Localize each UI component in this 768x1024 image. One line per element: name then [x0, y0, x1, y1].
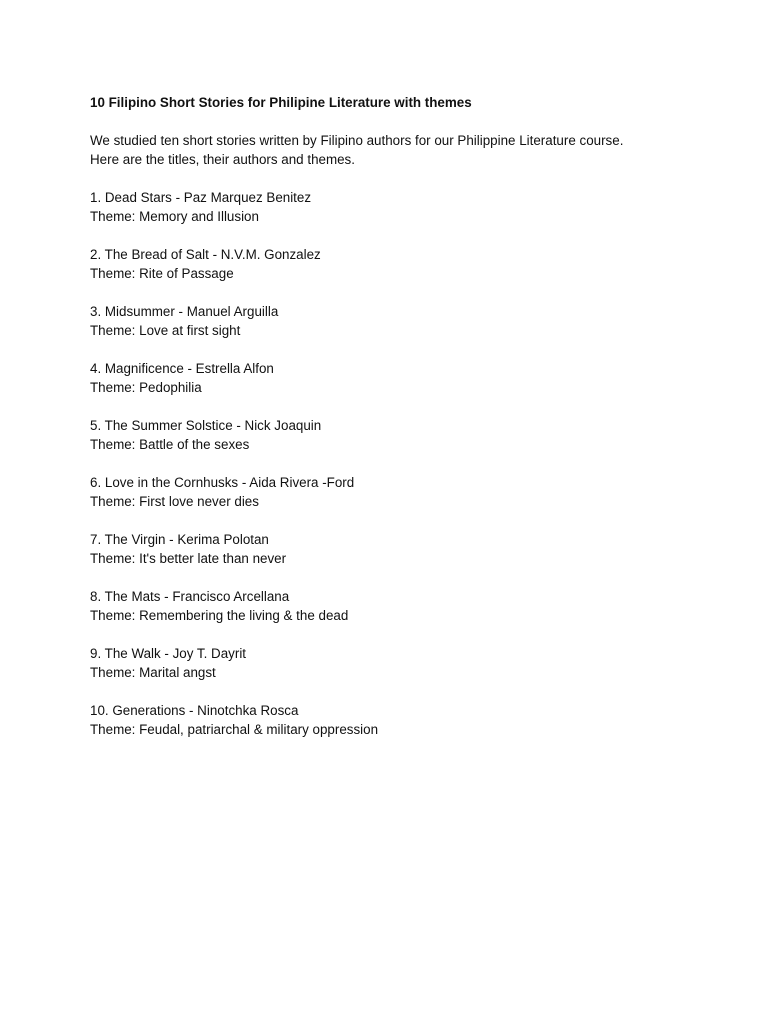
document-body: [90, 93, 710, 758]
story-heading: 10. Generations - Ninotchka Rosca: [90, 703, 299, 718]
story-heading: 8. The Mats - Francisco Arcellana: [90, 589, 290, 604]
story-entry-10: [90, 701, 710, 739]
story-heading: 6. Love in the Cornhusks - Aida Rivera -Ford: [90, 475, 355, 490]
story-theme: Theme: Pedophilia: [90, 380, 202, 395]
intro-line: We studied ten short stories written by Filipino authors for our Philippine Literature course.: [90, 133, 624, 148]
story-heading: 2. The Bread of Salt - N.V.M. Gonzalez: [90, 247, 321, 262]
intro-line: Here are the titles, their authors and themes.: [90, 152, 355, 167]
document-title: 10 Filipino Short Stories for Philipine Literature with themes: [90, 95, 472, 110]
story-heading: 5. The Summer Solstice - Nick Joaquin: [90, 418, 322, 433]
story-entry-4: [90, 359, 710, 397]
story-entry-1: [90, 188, 710, 226]
story-theme: Theme: It's better late than never: [90, 551, 287, 566]
story-heading: 1. Dead Stars - Paz Marquez Benitez: [90, 190, 312, 205]
story-heading: 9. The Walk - Joy T. Dayrit: [90, 646, 247, 661]
story-entry-8: [90, 587, 710, 625]
story-entry-6: [90, 473, 710, 511]
story-theme: Theme: Marital angst: [90, 665, 216, 680]
story-theme: Theme: Battle of the sexes: [90, 437, 250, 452]
story-theme: Theme: Remembering the living & the dead: [90, 608, 349, 623]
story-entry-2: [90, 245, 710, 283]
story-theme: Theme: Feudal, patriarchal & military oppression: [90, 722, 379, 737]
story-theme: Theme: First love never dies: [90, 494, 259, 509]
story-entry-7: [90, 530, 710, 568]
story-theme: Theme: Love at first sight: [90, 323, 241, 338]
intro-paragraph: [90, 131, 710, 169]
story-entry-5: [90, 416, 710, 454]
story-heading: 7. The Virgin - Kerima Polotan: [90, 532, 269, 547]
story-heading: 4. Magnificence - Estrella Alfon: [90, 361, 274, 376]
story-theme: Theme: Memory and Illusion: [90, 209, 259, 224]
story-theme: Theme: Rite of Passage: [90, 266, 234, 281]
story-entry-3: [90, 302, 710, 340]
story-heading: 3. Midsummer - Manuel Arguilla: [90, 304, 279, 319]
story-entry-9: [90, 644, 710, 682]
